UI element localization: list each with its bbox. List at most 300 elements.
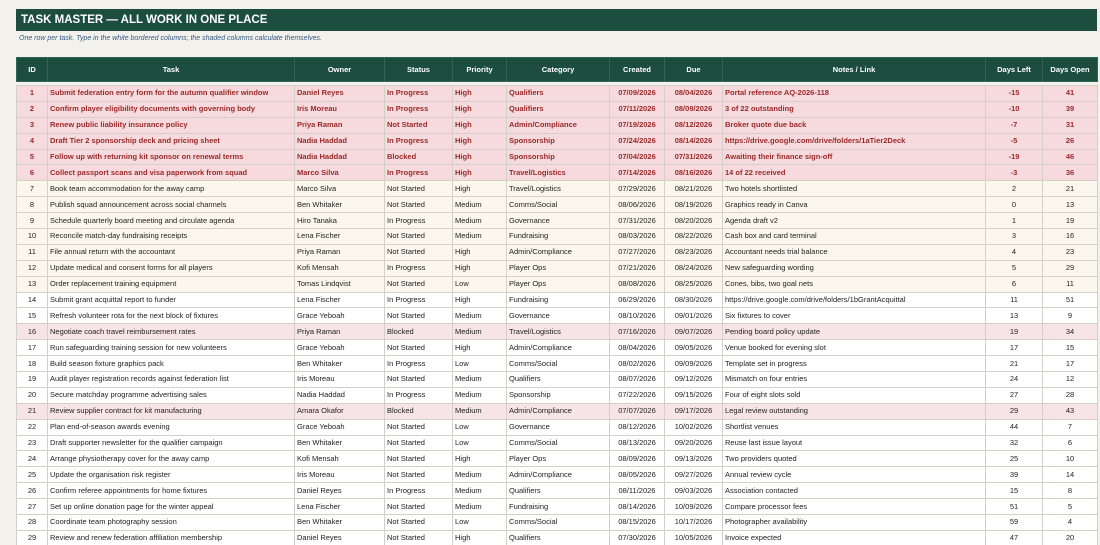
col-header-priority[interactable]: Priority (453, 58, 507, 82)
cell-created[interactable]: 08/06/2026 (610, 197, 665, 213)
cell-notes[interactable]: Shortlist venues (723, 419, 986, 435)
cell-priority[interactable]: High (453, 133, 507, 149)
cell-owner[interactable]: Kofi Mensah (295, 260, 385, 276)
cell-created[interactable]: 08/12/2026 (610, 419, 665, 435)
cell-priority[interactable]: Low (453, 435, 507, 451)
cell-id[interactable]: 7 (17, 181, 48, 197)
cell-category[interactable]: Qualifiers (507, 530, 610, 545)
cell-due[interactable]: 10/02/2026 (665, 419, 723, 435)
cell-notes[interactable]: Compare processor fees (723, 499, 986, 515)
col-header-category[interactable]: Category (507, 58, 610, 82)
cell-days-open[interactable]: 41 (1043, 86, 1098, 102)
cell-days-open[interactable]: 39 (1043, 101, 1098, 117)
cell-status[interactable]: Not Started (385, 467, 453, 483)
cell-priority[interactable]: High (453, 292, 507, 308)
cell-category[interactable]: Fundraising (507, 499, 610, 515)
cell-days-left[interactable]: 11 (986, 292, 1043, 308)
cell-created[interactable]: 08/04/2026 (610, 340, 665, 356)
cell-priority[interactable]: Low (453, 515, 507, 531)
cell-status[interactable]: In Progress (385, 86, 453, 102)
cell-priority[interactable]: High (453, 340, 507, 356)
cell-days-open[interactable]: 43 (1043, 403, 1098, 419)
cell-due[interactable]: 09/03/2026 (665, 483, 723, 499)
cell-priority[interactable]: Low (453, 419, 507, 435)
cell-status[interactable]: Blocked (385, 403, 453, 419)
cell-task[interactable]: Reconcile match-day fundraising receipts (48, 229, 295, 245)
col-header-notes[interactable]: Notes / Link (723, 58, 986, 82)
cell-priority[interactable]: Medium (453, 197, 507, 213)
cell-priority[interactable]: High (453, 530, 507, 545)
cell-owner[interactable]: Priya Raman (295, 244, 385, 260)
cell-status[interactable]: Not Started (385, 451, 453, 467)
cell-created[interactable]: 08/03/2026 (610, 229, 665, 245)
cell-priority[interactable]: High (453, 117, 507, 133)
cell-id[interactable]: 27 (17, 499, 48, 515)
cell-days-left[interactable]: 2 (986, 181, 1043, 197)
cell-created[interactable]: 07/29/2026 (610, 181, 665, 197)
cell-category[interactable]: Sponsorship (507, 149, 610, 165)
cell-days-open[interactable]: 20 (1043, 530, 1098, 545)
cell-status[interactable]: Not Started (385, 276, 453, 292)
cell-notes[interactable]: Template set in progress (723, 356, 986, 372)
cell-days-open[interactable]: 9 (1043, 308, 1098, 324)
cell-id[interactable]: 23 (17, 435, 48, 451)
cell-days-open[interactable]: 13 (1043, 197, 1098, 213)
col-header-created[interactable]: Created (610, 58, 665, 82)
cell-priority[interactable]: High (453, 165, 507, 181)
cell-notes[interactable]: Graphics ready in Canva (723, 197, 986, 213)
cell-owner[interactable]: Ben Whitaker (295, 356, 385, 372)
cell-id[interactable]: 19 (17, 372, 48, 388)
cell-days-left[interactable]: 13 (986, 308, 1043, 324)
cell-due[interactable]: 08/16/2026 (665, 165, 723, 181)
cell-notes[interactable]: Four of eight slots sold (723, 387, 986, 403)
cell-days-left[interactable]: 6 (986, 276, 1043, 292)
cell-status[interactable]: Not Started (385, 340, 453, 356)
cell-notes[interactable]: Mismatch on four entries (723, 372, 986, 388)
cell-category[interactable]: Travel/Logistics (507, 181, 610, 197)
cell-days-left[interactable]: 4 (986, 244, 1043, 260)
cell-days-open[interactable]: 51 (1043, 292, 1098, 308)
cell-task[interactable]: Plan end-of-season awards evening (48, 419, 295, 435)
cell-due[interactable]: 09/07/2026 (665, 324, 723, 340)
cell-task[interactable]: Arrange physiotherapy cover for the away camp (48, 451, 295, 467)
cell-days-open[interactable]: 46 (1043, 149, 1098, 165)
cell-priority[interactable]: Medium (453, 324, 507, 340)
cell-category[interactable]: Comms/Social (507, 515, 610, 531)
cell-notes[interactable]: Portal reference AQ-2026-118 (723, 86, 986, 102)
cell-status[interactable]: In Progress (385, 213, 453, 229)
cell-task[interactable]: Secure matchday programme advertising sales (48, 387, 295, 403)
cell-task[interactable]: Negotiate coach travel reimbursement rates (48, 324, 295, 340)
cell-task[interactable]: Update medical and consent forms for all players (48, 260, 295, 276)
cell-task[interactable]: Confirm player eligibility documents with governing body (48, 101, 295, 117)
col-header-days-open[interactable]: Days Open (1043, 58, 1098, 82)
cell-category[interactable]: Sponsorship (507, 387, 610, 403)
cell-id[interactable]: 25 (17, 467, 48, 483)
cell-task[interactable]: Draft supporter newsletter for the qualifier campaign (48, 435, 295, 451)
cell-created[interactable]: 07/27/2026 (610, 244, 665, 260)
cell-task[interactable]: Audit player registration records against federation list (48, 372, 295, 388)
cell-status[interactable]: In Progress (385, 292, 453, 308)
cell-task[interactable]: Confirm referee appointments for home fixtures (48, 483, 295, 499)
cell-status[interactable]: Not Started (385, 499, 453, 515)
cell-created[interactable]: 08/08/2026 (610, 276, 665, 292)
cell-priority[interactable]: Medium (453, 213, 507, 229)
cell-created[interactable]: 07/19/2026 (610, 117, 665, 133)
cell-owner[interactable]: Grace Yeboah (295, 419, 385, 435)
cell-days-left[interactable]: -7 (986, 117, 1043, 133)
cell-due[interactable]: 08/25/2026 (665, 276, 723, 292)
cell-owner[interactable]: Priya Raman (295, 324, 385, 340)
cell-category[interactable]: Admin/Compliance (507, 340, 610, 356)
cell-owner[interactable]: Daniel Reyes (295, 530, 385, 545)
cell-category[interactable]: Admin/Compliance (507, 117, 610, 133)
cell-task[interactable]: Schedule quarterly board meeting and circulate agenda (48, 213, 295, 229)
cell-id[interactable]: 4 (17, 133, 48, 149)
cell-created[interactable]: 08/09/2026 (610, 451, 665, 467)
cell-owner[interactable]: Grace Yeboah (295, 340, 385, 356)
cell-days-left[interactable]: -10 (986, 101, 1043, 117)
cell-id[interactable]: 9 (17, 213, 48, 229)
cell-owner[interactable]: Grace Yeboah (295, 308, 385, 324)
cell-category[interactable]: Player Ops (507, 260, 610, 276)
cell-due[interactable]: 08/20/2026 (665, 213, 723, 229)
cell-id[interactable]: 8 (17, 197, 48, 213)
cell-days-open[interactable]: 26 (1043, 133, 1098, 149)
cell-days-open[interactable]: 4 (1043, 515, 1098, 531)
cell-days-left[interactable]: 5 (986, 260, 1043, 276)
cell-days-left[interactable]: 51 (986, 499, 1043, 515)
cell-id[interactable]: 2 (17, 101, 48, 117)
cell-priority[interactable]: High (453, 149, 507, 165)
cell-category[interactable]: Player Ops (507, 451, 610, 467)
cell-category[interactable]: Travel/Logistics (507, 165, 610, 181)
cell-created[interactable]: 08/02/2026 (610, 356, 665, 372)
cell-due[interactable]: 09/01/2026 (665, 308, 723, 324)
cell-status[interactable]: In Progress (385, 165, 453, 181)
cell-days-open[interactable]: 21 (1043, 181, 1098, 197)
cell-days-open[interactable]: 10 (1043, 451, 1098, 467)
cell-status[interactable]: In Progress (385, 387, 453, 403)
cell-status[interactable]: Not Started (385, 515, 453, 531)
cell-notes[interactable]: Cash box and card terminal (723, 229, 986, 245)
cell-priority[interactable]: High (453, 101, 507, 117)
cell-days-left[interactable]: -5 (986, 133, 1043, 149)
cell-notes[interactable]: Reuse last issue layout (723, 435, 986, 451)
cell-id[interactable]: 20 (17, 387, 48, 403)
cell-notes[interactable]: Two providers quoted (723, 451, 986, 467)
col-header-due[interactable]: Due (665, 58, 723, 82)
cell-created[interactable]: 07/07/2026 (610, 403, 665, 419)
cell-created[interactable]: 06/29/2026 (610, 292, 665, 308)
cell-created[interactable]: 07/30/2026 (610, 530, 665, 545)
cell-owner[interactable]: Marco Silva (295, 181, 385, 197)
cell-due[interactable]: 09/12/2026 (665, 372, 723, 388)
cell-status[interactable]: In Progress (385, 260, 453, 276)
cell-id[interactable]: 28 (17, 515, 48, 531)
cell-priority[interactable]: Medium (453, 483, 507, 499)
cell-days-open[interactable]: 15 (1043, 340, 1098, 356)
cell-task[interactable]: Follow up with returning kit sponsor on renewal terms (48, 149, 295, 165)
cell-category[interactable]: Qualifiers (507, 483, 610, 499)
cell-days-open[interactable]: 11 (1043, 276, 1098, 292)
cell-category[interactable]: Governance (507, 308, 610, 324)
cell-due[interactable]: 08/04/2026 (665, 86, 723, 102)
cell-days-open[interactable]: 7 (1043, 419, 1098, 435)
cell-days-left[interactable]: 24 (986, 372, 1043, 388)
cell-created[interactable]: 08/15/2026 (610, 515, 665, 531)
cell-task[interactable]: File annual return with the accountant (48, 244, 295, 260)
cell-days-open[interactable]: 5 (1043, 499, 1098, 515)
cell-task[interactable]: Set up online donation page for the winter appeal (48, 499, 295, 515)
cell-notes[interactable]: https://drive.google.com/drive/folders/1bGrantAcquittal (723, 292, 986, 308)
cell-owner[interactable]: Ben Whitaker (295, 435, 385, 451)
cell-status[interactable]: Not Started (385, 530, 453, 545)
cell-id[interactable]: 21 (17, 403, 48, 419)
cell-id[interactable]: 10 (17, 229, 48, 245)
cell-notes[interactable]: https://drive.google.com/drive/folders/1aTier2Deck (723, 133, 986, 149)
cell-id[interactable]: 14 (17, 292, 48, 308)
cell-category[interactable]: Qualifiers (507, 86, 610, 102)
cell-status[interactable]: Blocked (385, 149, 453, 165)
cell-created[interactable]: 08/13/2026 (610, 435, 665, 451)
cell-due[interactable]: 09/05/2026 (665, 340, 723, 356)
cell-status[interactable]: Not Started (385, 419, 453, 435)
col-header-owner[interactable]: Owner (295, 58, 385, 82)
cell-owner[interactable]: Marco Silva (295, 165, 385, 181)
cell-owner[interactable]: Ben Whitaker (295, 515, 385, 531)
cell-days-left[interactable]: 32 (986, 435, 1043, 451)
cell-days-open[interactable]: 17 (1043, 356, 1098, 372)
cell-days-open[interactable]: 31 (1043, 117, 1098, 133)
cell-status[interactable]: Not Started (385, 229, 453, 245)
cell-days-left[interactable]: -3 (986, 165, 1043, 181)
cell-notes[interactable]: Two hotels shortlisted (723, 181, 986, 197)
cell-days-left[interactable]: 0 (986, 197, 1043, 213)
cell-due[interactable]: 08/14/2026 (665, 133, 723, 149)
cell-notes[interactable]: Pending board policy update (723, 324, 986, 340)
cell-notes[interactable]: Six fixtures to cover (723, 308, 986, 324)
cell-task[interactable]: Publish squad announcement across social channels (48, 197, 295, 213)
cell-category[interactable]: Qualifiers (507, 372, 610, 388)
cell-id[interactable]: 26 (17, 483, 48, 499)
cell-created[interactable]: 07/24/2026 (610, 133, 665, 149)
cell-created[interactable]: 08/05/2026 (610, 467, 665, 483)
cell-owner[interactable]: Kofi Mensah (295, 451, 385, 467)
cell-days-open[interactable]: 19 (1043, 213, 1098, 229)
cell-category[interactable]: Comms/Social (507, 435, 610, 451)
cell-task[interactable]: Submit grant acquittal report to funder (48, 292, 295, 308)
cell-days-left[interactable]: 59 (986, 515, 1043, 531)
cell-status[interactable]: In Progress (385, 356, 453, 372)
cell-category[interactable]: Governance (507, 419, 610, 435)
cell-owner[interactable]: Iris Moreau (295, 467, 385, 483)
cell-priority[interactable]: High (453, 181, 507, 197)
cell-due[interactable]: 10/05/2026 (665, 530, 723, 545)
cell-created[interactable]: 07/11/2026 (610, 101, 665, 117)
cell-owner[interactable]: Hiro Tanaka (295, 213, 385, 229)
cell-days-open[interactable]: 23 (1043, 244, 1098, 260)
cell-created[interactable]: 07/31/2026 (610, 213, 665, 229)
cell-task[interactable]: Review supplier contract for kit manufacturing (48, 403, 295, 419)
col-header-status[interactable]: Status (385, 58, 453, 82)
cell-id[interactable]: 3 (17, 117, 48, 133)
cell-days-open[interactable]: 16 (1043, 229, 1098, 245)
cell-category[interactable]: Qualifiers (507, 101, 610, 117)
cell-notes[interactable]: New safeguarding wording (723, 260, 986, 276)
cell-created[interactable]: 08/10/2026 (610, 308, 665, 324)
cell-created[interactable]: 08/07/2026 (610, 372, 665, 388)
cell-days-left[interactable]: 44 (986, 419, 1043, 435)
cell-due[interactable]: 10/17/2026 (665, 515, 723, 531)
cell-due[interactable]: 08/21/2026 (665, 181, 723, 197)
cell-due[interactable]: 08/23/2026 (665, 244, 723, 260)
cell-task[interactable]: Order replacement training equipment (48, 276, 295, 292)
cell-status[interactable]: Not Started (385, 308, 453, 324)
cell-notes[interactable]: Accountant needs trial balance (723, 244, 986, 260)
cell-id[interactable]: 13 (17, 276, 48, 292)
cell-days-open[interactable]: 6 (1043, 435, 1098, 451)
cell-created[interactable]: 08/11/2026 (610, 483, 665, 499)
col-header-days-left[interactable]: Days Left (986, 58, 1043, 82)
cell-days-open[interactable]: 12 (1043, 372, 1098, 388)
cell-notes[interactable]: Photographer availability (723, 515, 986, 531)
cell-notes[interactable]: Awaiting their finance sign-off (723, 149, 986, 165)
cell-notes[interactable]: Cones, bibs, two goal nets (723, 276, 986, 292)
cell-due[interactable]: 09/13/2026 (665, 451, 723, 467)
cell-days-left[interactable]: 3 (986, 229, 1043, 245)
cell-priority[interactable]: Medium (453, 387, 507, 403)
cell-days-open[interactable]: 28 (1043, 387, 1098, 403)
cell-id[interactable]: 6 (17, 165, 48, 181)
cell-category[interactable]: Admin/Compliance (507, 403, 610, 419)
cell-owner[interactable]: Lena Fischer (295, 499, 385, 515)
cell-owner[interactable]: Lena Fischer (295, 292, 385, 308)
cell-status[interactable]: In Progress (385, 133, 453, 149)
cell-task[interactable]: Renew public liability insurance policy (48, 117, 295, 133)
cell-priority[interactable]: Medium (453, 467, 507, 483)
cell-days-left[interactable]: 17 (986, 340, 1043, 356)
cell-id[interactable]: 22 (17, 419, 48, 435)
cell-created[interactable]: 07/22/2026 (610, 387, 665, 403)
cell-days-left[interactable]: 15 (986, 483, 1043, 499)
cell-days-open[interactable]: 14 (1043, 467, 1098, 483)
cell-id[interactable]: 5 (17, 149, 48, 165)
cell-status[interactable]: Not Started (385, 117, 453, 133)
cell-priority[interactable]: Low (453, 276, 507, 292)
col-header-task[interactable]: Task (48, 58, 295, 82)
cell-priority[interactable]: Medium (453, 372, 507, 388)
cell-days-left[interactable]: 47 (986, 530, 1043, 545)
cell-category[interactable]: Fundraising (507, 229, 610, 245)
cell-priority[interactable]: High (453, 451, 507, 467)
cell-category[interactable]: Comms/Social (507, 197, 610, 213)
cell-id[interactable]: 17 (17, 340, 48, 356)
cell-status[interactable]: Not Started (385, 181, 453, 197)
cell-due[interactable]: 09/20/2026 (665, 435, 723, 451)
cell-created[interactable]: 07/16/2026 (610, 324, 665, 340)
cell-priority[interactable]: High (453, 244, 507, 260)
cell-notes[interactable]: Venue booked for evening slot (723, 340, 986, 356)
cell-created[interactable]: 08/14/2026 (610, 499, 665, 515)
cell-task[interactable]: Coordinate team photography session (48, 515, 295, 531)
col-header-id[interactable]: ID (17, 58, 48, 82)
cell-priority[interactable]: Medium (453, 308, 507, 324)
cell-due[interactable]: 08/12/2026 (665, 117, 723, 133)
cell-days-left[interactable]: 25 (986, 451, 1043, 467)
cell-task[interactable]: Book team accommodation for the away camp (48, 181, 295, 197)
cell-due[interactable]: 08/30/2026 (665, 292, 723, 308)
cell-days-open[interactable]: 29 (1043, 260, 1098, 276)
cell-category[interactable]: Player Ops (507, 276, 610, 292)
cell-status[interactable]: Not Started (385, 197, 453, 213)
cell-priority[interactable]: Medium (453, 499, 507, 515)
cell-priority[interactable]: Medium (453, 229, 507, 245)
cell-id[interactable]: 18 (17, 356, 48, 372)
cell-id[interactable]: 15 (17, 308, 48, 324)
cell-owner[interactable]: Lena Fischer (295, 229, 385, 245)
cell-id[interactable]: 11 (17, 244, 48, 260)
cell-owner[interactable]: Iris Moreau (295, 101, 385, 117)
cell-category[interactable]: Comms/Social (507, 356, 610, 372)
cell-notes[interactable]: Annual review cycle (723, 467, 986, 483)
cell-id[interactable]: 29 (17, 530, 48, 545)
cell-days-left[interactable]: 19 (986, 324, 1043, 340)
cell-notes[interactable]: Broker quote due back (723, 117, 986, 133)
cell-days-left[interactable]: -19 (986, 149, 1043, 165)
cell-created[interactable]: 07/14/2026 (610, 165, 665, 181)
cell-created[interactable]: 07/09/2026 (610, 86, 665, 102)
cell-due[interactable]: 08/22/2026 (665, 229, 723, 245)
cell-days-left[interactable]: -15 (986, 86, 1043, 102)
cell-created[interactable]: 07/04/2026 (610, 149, 665, 165)
cell-id[interactable]: 24 (17, 451, 48, 467)
cell-owner[interactable]: Ben Whitaker (295, 197, 385, 213)
cell-due[interactable]: 08/24/2026 (665, 260, 723, 276)
cell-owner[interactable]: Nadia Haddad (295, 387, 385, 403)
cell-owner[interactable]: Priya Raman (295, 117, 385, 133)
cell-notes[interactable]: Association contacted (723, 483, 986, 499)
cell-task[interactable]: Submit federation entry form for the autumn qualifier window (48, 86, 295, 102)
cell-due[interactable]: 08/09/2026 (665, 101, 723, 117)
cell-status[interactable]: In Progress (385, 483, 453, 499)
cell-task[interactable]: Refresh volunteer rota for the next block of fixtures (48, 308, 295, 324)
cell-task[interactable]: Build season fixture graphics pack (48, 356, 295, 372)
cell-priority[interactable]: High (453, 86, 507, 102)
cell-notes[interactable]: Agenda draft v2 (723, 213, 986, 229)
cell-category[interactable]: Sponsorship (507, 133, 610, 149)
cell-due[interactable]: 09/09/2026 (665, 356, 723, 372)
cell-owner[interactable]: Amara Okafor (295, 403, 385, 419)
cell-id[interactable]: 12 (17, 260, 48, 276)
cell-category[interactable]: Travel/Logistics (507, 324, 610, 340)
cell-notes[interactable]: Legal review outstanding (723, 403, 986, 419)
cell-notes[interactable]: 14 of 22 received (723, 165, 986, 181)
cell-due[interactable]: 07/31/2026 (665, 149, 723, 165)
cell-due[interactable]: 09/17/2026 (665, 403, 723, 419)
cell-days-left[interactable]: 1 (986, 213, 1043, 229)
cell-status[interactable]: Not Started (385, 244, 453, 260)
cell-owner[interactable]: Nadia Haddad (295, 133, 385, 149)
cell-owner[interactable]: Daniel Reyes (295, 483, 385, 499)
cell-notes[interactable]: 3 of 22 outstanding (723, 101, 986, 117)
cell-task[interactable]: Draft Tier 2 sponsorship deck and pricing sheet (48, 133, 295, 149)
cell-due[interactable]: 10/09/2026 (665, 499, 723, 515)
cell-priority[interactable]: Medium (453, 403, 507, 419)
cell-days-left[interactable]: 39 (986, 467, 1043, 483)
cell-priority[interactable]: High (453, 260, 507, 276)
